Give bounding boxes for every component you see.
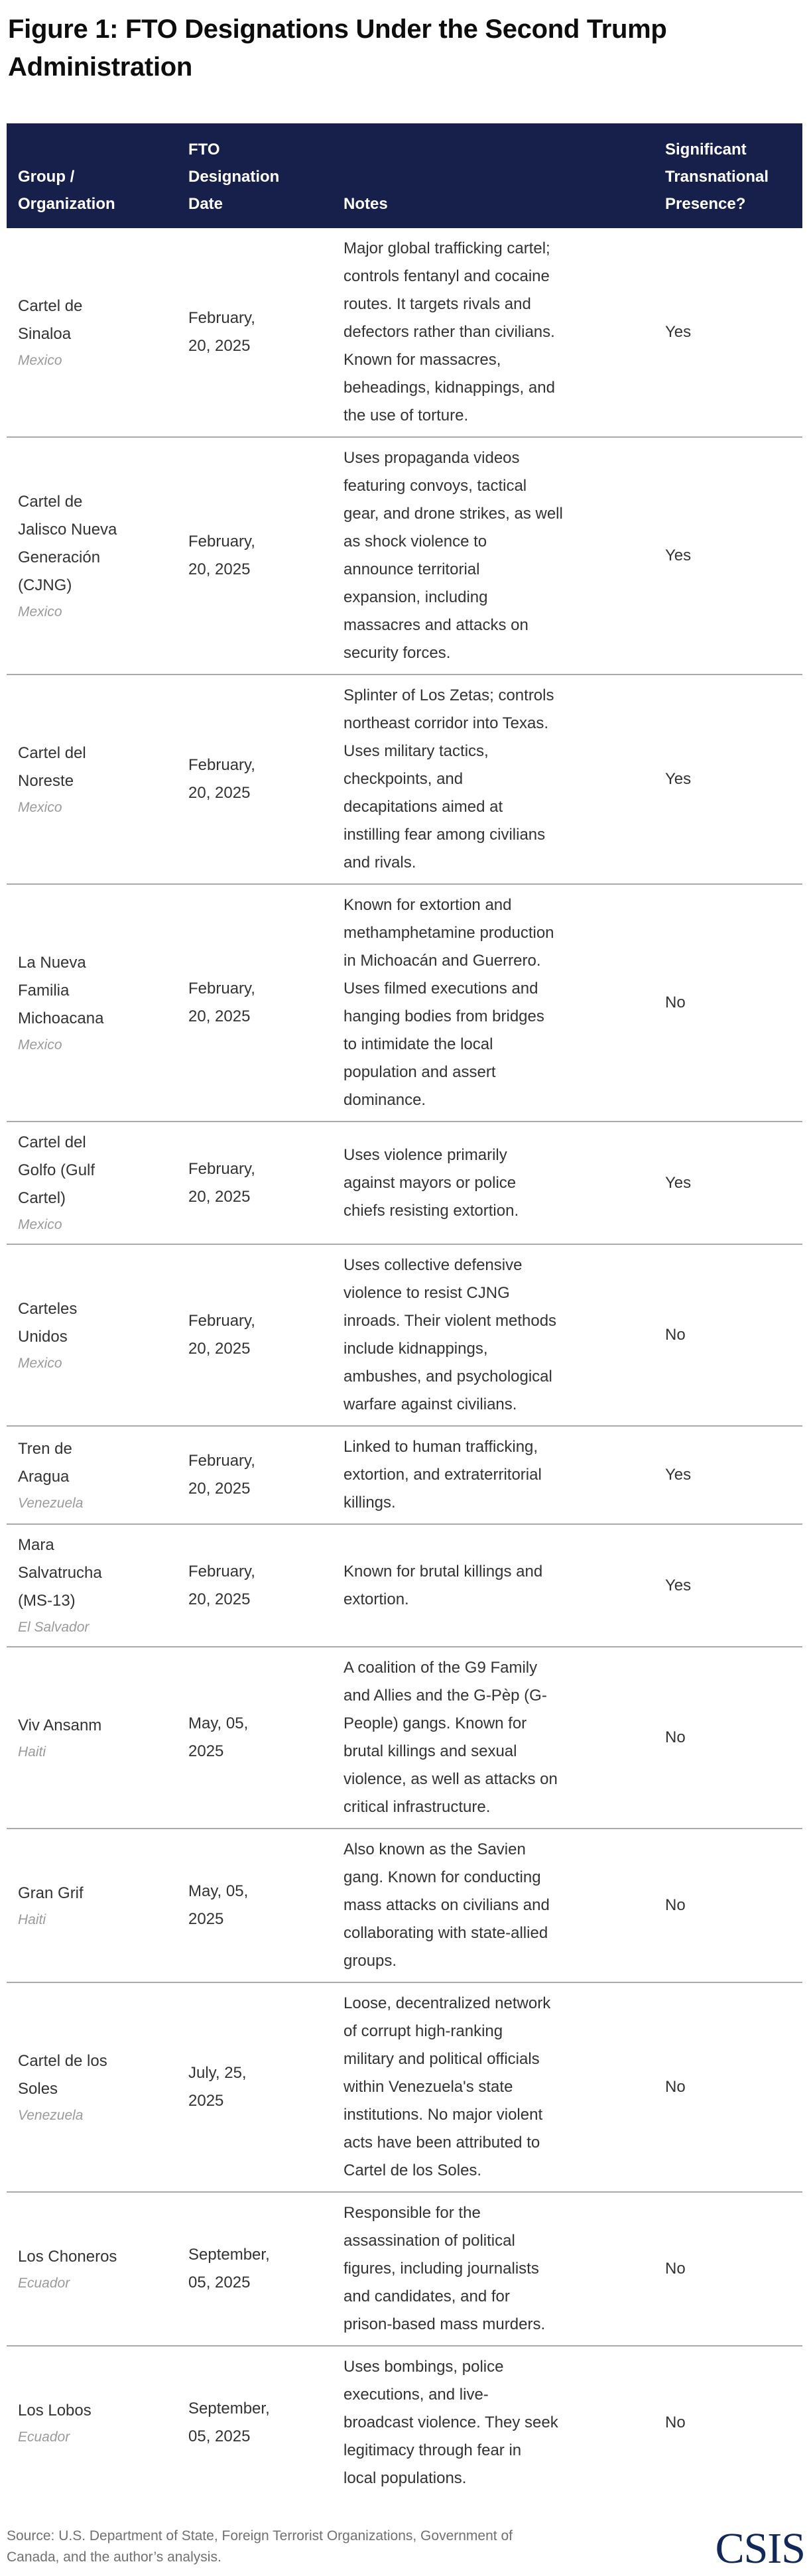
table-row xyxy=(7,1829,802,1982)
text-line: institutions. No major violent xyxy=(343,2106,543,2124)
transnational-presence-cell: Yes xyxy=(654,1426,802,1524)
transnational-presence-cell: No xyxy=(665,2414,686,2431)
text-line: routes. It targets rivals and xyxy=(343,295,531,313)
text-line: executions, and live- xyxy=(343,2386,489,2404)
transnational-presence-cell: Yes xyxy=(654,228,802,437)
text-line: assassination of political xyxy=(343,2232,515,2250)
group-cell xyxy=(7,437,178,675)
group-country: Mexico xyxy=(18,352,62,368)
text-line: brutal killings and sexual xyxy=(343,1742,517,1760)
group-country: Haiti xyxy=(18,1911,46,1927)
text-line: northeast corridor into Texas. xyxy=(343,714,549,732)
text-line: 20, 2025 xyxy=(188,1480,251,1498)
text-line: Salvatrucha xyxy=(18,1564,102,1582)
group-name xyxy=(18,2243,171,2271)
csis-logo: CSIS xyxy=(715,2524,805,2573)
transnational-presence-cell: Yes xyxy=(654,1122,802,1244)
text-line: against mayors or police xyxy=(343,1173,517,1192)
text-line: Responsible for the xyxy=(343,2204,481,2222)
text-line: broadcast violence. They seek xyxy=(343,2414,558,2431)
text-line: Cartel de xyxy=(18,492,83,511)
text-line: warfare against civilians. xyxy=(343,1395,517,1413)
group-country: Venezuela xyxy=(18,1495,84,1511)
group-name xyxy=(18,1880,171,1907)
table-row xyxy=(7,884,802,1122)
group-country: Mexico xyxy=(18,1217,62,1232)
text-line: Also known as the Savien xyxy=(343,1840,526,1858)
text-line: Generación xyxy=(18,548,101,566)
text-line: figures, including journalists xyxy=(343,2260,539,2278)
text-line: Gran Grif xyxy=(18,1884,84,1902)
designation-date-cell xyxy=(178,2346,333,2499)
group-country: Mexico xyxy=(18,1037,62,1053)
transnational-presence-cell: No xyxy=(654,1244,802,1426)
text-line: massacres and attacks on xyxy=(343,616,529,634)
table-row xyxy=(7,1647,802,1829)
table-row xyxy=(7,1524,802,1647)
transnational-presence-cell: No xyxy=(654,884,802,1122)
notes-cell xyxy=(333,1982,654,2192)
text-line: 2025 xyxy=(188,1910,224,1928)
text-line: 20, 2025 xyxy=(188,784,251,802)
text-line: Canada, and the author’s analysis. xyxy=(7,2549,221,2565)
notes-cell xyxy=(333,2192,654,2346)
text-line: inroads. Their violent methods xyxy=(343,1312,557,1330)
group-country: Ecuador xyxy=(18,2275,70,2291)
group-cell xyxy=(7,2192,178,2346)
text-line: Soles xyxy=(18,2079,58,2098)
text-line: Familia xyxy=(18,981,70,999)
text-line: February, xyxy=(188,533,255,550)
group-country: El Salvador xyxy=(18,1620,90,1635)
table-row xyxy=(7,2192,802,2346)
text-line: of corrupt high-ranking xyxy=(343,2022,503,2040)
table-row xyxy=(7,675,802,884)
text-line: February, xyxy=(188,309,255,327)
designation-date-cell xyxy=(178,1647,333,1829)
table-row xyxy=(7,1982,802,2192)
group-name xyxy=(18,1435,171,1491)
header-transnational-presence xyxy=(654,123,802,228)
table-row xyxy=(7,1244,802,1426)
text-line: and rivals. xyxy=(343,854,416,871)
text-line: and candidates, and for xyxy=(343,2287,510,2305)
text-line: mass attacks on civilians and xyxy=(343,1896,550,1914)
text-line: May, 05, xyxy=(188,1882,249,1900)
text-line: include kidnappings, xyxy=(343,1340,488,1358)
text-line: Presence? xyxy=(665,195,746,213)
designation-date-cell xyxy=(178,1122,333,1244)
table-header xyxy=(7,123,802,228)
group-name xyxy=(18,1129,171,1212)
text-line: to intimidate the local xyxy=(343,1035,493,1053)
text-line: Date xyxy=(188,195,223,213)
text-line: Loose, decentralized network xyxy=(343,1994,551,2012)
notes-cell xyxy=(333,884,654,1122)
text-line: prison-based mass murders. xyxy=(343,2315,546,2333)
text-line: groups. xyxy=(343,1952,397,1970)
text-line: Los Lobos xyxy=(18,2401,92,2419)
text-line: collaborating with state-allied xyxy=(343,1924,548,1942)
text-line: legitimacy through fear in xyxy=(343,2441,522,2459)
group-country: Haiti xyxy=(18,1744,46,1760)
text-line: Source: U.S. Department of State, Foreign Terrorist Organizations, Government of xyxy=(7,2528,513,2544)
text-line: gang. Known for conducting xyxy=(343,1868,541,1886)
text-line: Cartel de xyxy=(18,296,83,315)
text-line: 20, 2025 xyxy=(188,1187,251,1206)
group-cell xyxy=(7,884,178,1122)
header-row xyxy=(7,123,802,228)
group-name xyxy=(18,488,171,600)
text-line: expansion, including xyxy=(343,588,488,606)
group-cell xyxy=(7,1647,178,1829)
text-line: Los Choneros xyxy=(18,2247,117,2266)
text-line: February, xyxy=(188,1312,255,1330)
text-line: violence to resist CJNG xyxy=(343,1284,510,1302)
header-fto-designation-date xyxy=(178,123,333,228)
fto-designations-table xyxy=(7,123,802,2499)
text-line: Group / xyxy=(18,168,75,186)
group-country: Ecuador xyxy=(18,2429,70,2445)
text-line: February, xyxy=(188,980,255,998)
text-line: February, xyxy=(188,1452,255,1470)
text-line: Cartel del xyxy=(18,743,86,762)
text-line: February, xyxy=(188,1562,255,1580)
designation-date-cell xyxy=(178,1829,333,1982)
group-cell xyxy=(7,2346,178,2499)
text-line: May, 05, xyxy=(188,1714,249,1732)
text-line: checkpoints, and xyxy=(343,770,464,788)
text-line: Sinaloa xyxy=(18,324,72,343)
table-row xyxy=(7,228,802,437)
text-line: February, xyxy=(188,1159,255,1178)
text-line: 20, 2025 xyxy=(188,1007,251,1025)
text-line: population and assert xyxy=(343,1063,496,1081)
text-line: Known for massacres, xyxy=(343,351,501,369)
notes-cell xyxy=(333,1122,654,1244)
group-name xyxy=(18,1531,171,1615)
text-line: ambushes, and psychological xyxy=(343,1368,552,1385)
notes-cell xyxy=(333,1829,654,1982)
text-line: Uses filmed executions and xyxy=(343,980,538,998)
text-line: Tren de xyxy=(18,1439,72,1458)
group-name xyxy=(18,2047,171,2103)
notes-cell xyxy=(333,1244,654,1426)
source-note xyxy=(7,2526,670,2568)
transnational-presence-cell: Yes xyxy=(654,675,802,884)
text-line: acts have been attributed to xyxy=(343,2134,540,2152)
designation-date-cell xyxy=(178,1244,333,1426)
designation-date-cell xyxy=(178,675,333,884)
transnational-presence-cell: Yes xyxy=(654,437,802,675)
header-notes xyxy=(333,123,654,228)
designation-date-cell xyxy=(178,884,333,1122)
text-line: chiefs resisting extortion. xyxy=(343,1201,519,1220)
text-line: La Nueva xyxy=(18,953,86,972)
transnational-presence-cell: Yes xyxy=(654,1524,802,1647)
text-line: Notes xyxy=(343,195,388,213)
group-name xyxy=(18,292,171,348)
text-line: Cartel) xyxy=(18,1189,66,1207)
text-line: instilling fear among civilians xyxy=(343,826,546,844)
text-line: in Michoacán and Guerrero. xyxy=(343,952,541,970)
text-line: extortion. xyxy=(343,1590,409,1608)
text-line: 20, 2025 xyxy=(188,337,251,355)
text-line: Uses collective defensive xyxy=(343,1256,523,1274)
group-name xyxy=(18,740,171,795)
text-line: Golfo (Gulf xyxy=(18,1161,95,1179)
text-line: Noreste xyxy=(18,771,74,790)
text-line: beheadings, kidnappings, and xyxy=(343,379,555,397)
text-line: the use of torture. xyxy=(343,407,469,424)
group-cell xyxy=(7,1244,178,1426)
text-line: 20, 2025 xyxy=(188,560,251,578)
text-line: July, 25, xyxy=(188,2064,247,2082)
text-line: Linked to human trafficking, xyxy=(343,1438,538,1456)
text-line: Organization xyxy=(18,195,115,213)
text-line: within Venezuela's state xyxy=(343,2078,513,2096)
figure-title: Figure 1: FTO Designations Under the Second Trump Administration xyxy=(8,15,667,82)
text-line: Uses military tactics, xyxy=(343,742,489,760)
text-line: Mara xyxy=(18,1536,54,1554)
text-line: Aragua xyxy=(18,1467,70,1486)
designation-date-cell xyxy=(178,1426,333,1524)
group-cell xyxy=(7,1122,178,1244)
designation-date-cell xyxy=(178,2192,333,2346)
notes-cell xyxy=(333,228,654,437)
text-line: Splinter of Los Zetas; controls xyxy=(343,686,554,704)
text-line: FTO xyxy=(188,141,220,159)
text-line: critical infrastructure. xyxy=(343,1798,491,1816)
group-country: Mexico xyxy=(18,604,62,619)
text-line: People) gangs. Known for xyxy=(343,1714,527,1732)
text-line: featuring convoys, tactical xyxy=(343,477,527,495)
group-cell xyxy=(7,228,178,437)
table-row xyxy=(7,437,802,675)
table-body xyxy=(7,228,802,2499)
text-line: extortion, and extraterritorial xyxy=(343,1466,542,1484)
group-cell xyxy=(7,1524,178,1647)
text-line: (CJNG) xyxy=(18,576,72,594)
transnational-presence-cell: No xyxy=(654,1982,802,2192)
text-line: 2025 xyxy=(188,2092,224,2110)
group-cell xyxy=(7,1829,178,1982)
text-line: Transnational xyxy=(665,168,769,186)
notes-cell xyxy=(333,1647,654,1829)
group-country: Mexico xyxy=(18,1355,62,1371)
text-line: Viv Ansanm xyxy=(18,1716,102,1734)
text-line: Unidos xyxy=(18,1327,68,1346)
text-line: and Allies and the G-Pèp (G- xyxy=(343,1687,547,1705)
table-row xyxy=(7,1122,802,1244)
text-line: controls fentanyl and cocaine xyxy=(343,267,550,285)
text-line: defectors rather than civilians. xyxy=(343,323,555,341)
text-line: decapitations aimed at xyxy=(343,798,503,816)
table-row xyxy=(7,2346,802,2499)
text-line: Jalisco Nueva xyxy=(18,520,117,539)
group-cell xyxy=(7,675,178,884)
text-line: Carteles xyxy=(18,1299,78,1318)
text-line: Known for brutal killings and xyxy=(343,1562,543,1580)
header-group-organization xyxy=(7,123,178,228)
text-line: 05, 2025 xyxy=(188,2427,251,2445)
text-line: as shock violence to xyxy=(343,533,487,550)
text-line: military and political officials xyxy=(343,2050,540,2068)
transnational-presence-cell: No xyxy=(654,2192,802,2346)
text-line: Cartel de los Soles. xyxy=(343,2161,482,2179)
notes-cell xyxy=(333,675,654,884)
text-line: security forces. xyxy=(343,644,451,662)
text-line: Significant xyxy=(665,141,747,159)
designation-date-cell xyxy=(178,437,333,675)
text-line: Uses bombings, police xyxy=(343,2358,504,2376)
text-line: 2025 xyxy=(188,1742,224,1760)
text-line: Cartel de los xyxy=(18,2051,107,2070)
text-line: methamphetamine production xyxy=(343,924,554,942)
text-line: February, xyxy=(188,756,255,774)
table-row xyxy=(7,1426,802,1524)
text-line: local populations. xyxy=(343,2469,467,2487)
text-line: gear, and drone strikes, as well xyxy=(343,505,563,523)
group-name xyxy=(18,1712,171,1740)
group-country: Mexico xyxy=(18,799,62,815)
text-line: killings. xyxy=(343,1494,396,1512)
text-line: Designation xyxy=(188,168,280,186)
text-line: September, xyxy=(188,2400,270,2417)
transnational-presence-cell: No xyxy=(654,1829,802,1982)
text-line: 20, 2025 xyxy=(188,1340,251,1358)
text-line: 05, 2025 xyxy=(188,2274,251,2291)
text-line: dominance. xyxy=(343,1091,426,1109)
text-line: A coalition of the G9 Family xyxy=(343,1659,538,1677)
text-line: hanging bodies from bridges xyxy=(343,1007,544,1025)
group-country: Venezuela xyxy=(18,2107,84,2123)
group-name xyxy=(18,2397,171,2425)
text-line: Uses propaganda videos xyxy=(343,449,520,467)
text-line: Cartel del xyxy=(18,1133,86,1151)
text-line: September, xyxy=(188,2246,270,2264)
text-line: Major global trafficking cartel; xyxy=(343,239,550,257)
notes-cell xyxy=(333,437,654,675)
text-line: announce territorial xyxy=(343,560,480,578)
designation-date-cell xyxy=(178,1982,333,2192)
text-line: (MS-13) xyxy=(18,1592,76,1610)
notes-cell xyxy=(333,1426,654,1524)
group-cell xyxy=(7,1426,178,1524)
text-line: Uses violence primarily xyxy=(343,1145,507,1164)
text-line: Known for extortion and xyxy=(343,896,512,914)
designation-date-cell xyxy=(178,228,333,437)
notes-cell xyxy=(333,1524,654,1647)
text-line: violence, as well as attacks on xyxy=(343,1770,558,1788)
designation-date-cell xyxy=(178,1524,333,1647)
text-line: 20, 2025 xyxy=(188,1590,251,1608)
group-cell xyxy=(7,1982,178,2192)
notes-cell xyxy=(333,2346,654,2499)
group-name xyxy=(18,949,171,1033)
text-line: Michoacana xyxy=(18,1009,104,1027)
transnational-presence-cell: No xyxy=(654,1647,802,1829)
group-name xyxy=(18,1295,171,1351)
